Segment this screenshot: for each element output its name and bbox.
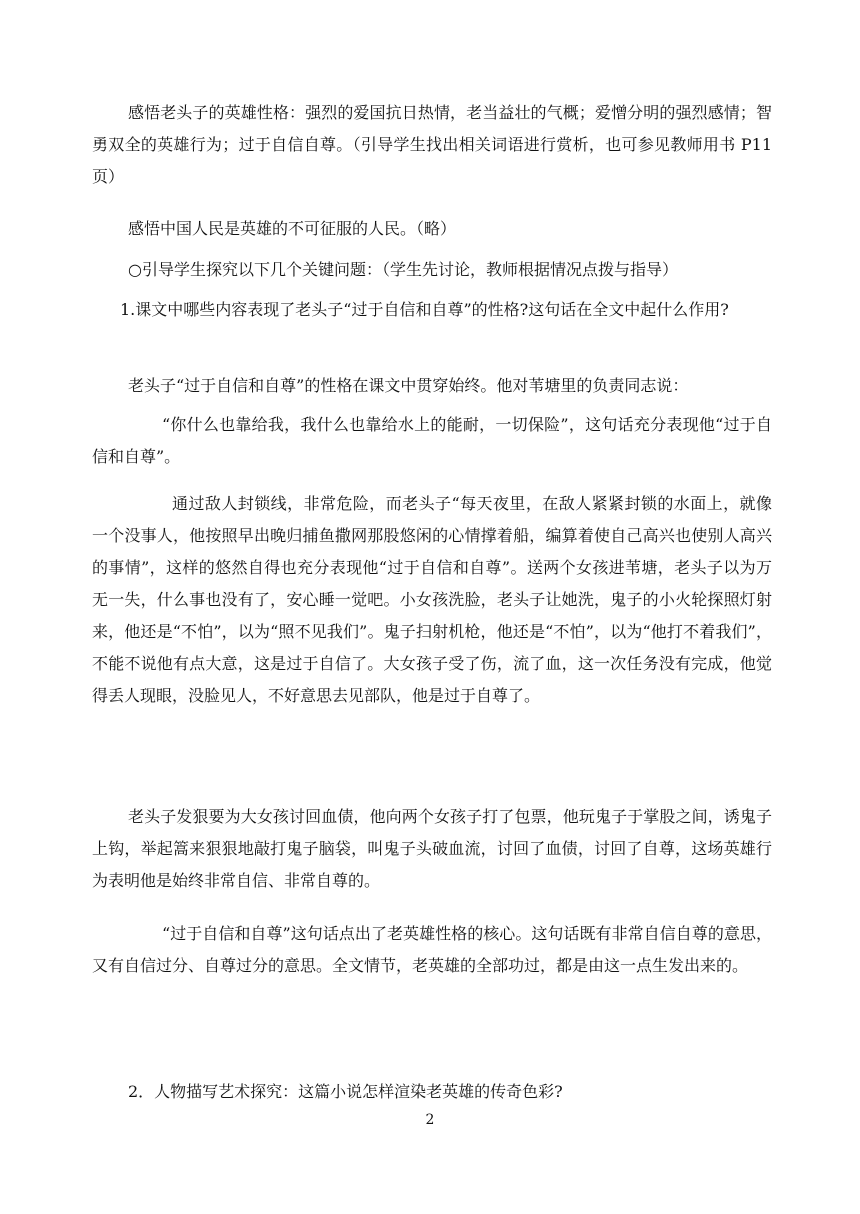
paragraph-quote-confidence: “你什么也靠给我，我什么也靠给水上的能耐，一切保险”，这句话充分表现他“过于自信和自尊”。 — [92, 415, 772, 466]
paragraph-chinese-people: 感悟中国人民是英雄的不可征服的人民。（略） — [128, 219, 457, 238]
paragraph-revenge-story: 老头子发狠要为大女孩讨回血债，他向两个女孩子打了包票，他玩鬼子于掌股之间，诱鬼子上钩，举起篙来狠狠地敲打鬼子脑袋，叫鬼子头破血流，讨回了血债，讨回了自尊，这场英雄行为表明他是始终非常自信、非常自尊的。 — [92, 807, 772, 890]
paragraph-answer-intro: 老头子“过于自信和自尊”的性格在课文中贯穿始终。他对苇塘里的负责同志说： — [128, 376, 689, 395]
question-one: 1.课文中哪些内容表现了老头子“过于自信和自尊”的性格?这句话在全文中起什么作用? — [120, 300, 729, 319]
paragraph-character-core: “过于自信和自尊”这句话点出了老英雄性格的核心。这句话既有非常自信自尊的意思，又有自信过分、自尊过分的意思。全文情节，老英雄的全部功过，都是由这一点生发出来的。 — [92, 924, 772, 975]
question-two: 2．人物描写艺术探究：这篇小说怎样渲染老英雄的传奇色彩? — [128, 1082, 563, 1101]
paragraph-blockade-story: 通过敌人封锁线，非常危险，而老头子“每天夜里，在敌人紧紧封锁的水面上，就像一个没事人，他按照早出晚归捕鱼撒网那股悠闲的心情撑着船，编算着使自己高兴也使别人高兴的事情”，这样的悠然自得也充分表现他“过于自信和自尊”。送两个女孩进苇塘，老头子以为万无一失，什么事也没有了，安心睡一觉吧。小女孩洗脸，老头子让她洗，鬼子的小火轮探照灯射来，他还是“不怕”，以为“照不见我们”。鬼子扫射机枪，他还是“不怕”，以为“他打不着我们”，不能不说他有点大意，这是过于自信了。大女孩子受了伤，流了血，这一次任务没有完成，他觉得丢人现眼，没脸见人，不好意思去见部队，他是过于自尊了。 — [92, 494, 772, 705]
page-number: 2 — [425, 1112, 435, 1128]
paragraph-guide-questions: ○引导学生探究以下几个关键问题：（学生先讨论，教师根据情况点拨与指导） — [128, 260, 678, 279]
paragraph-hero-character: 感悟老头子的英雄性格：强烈的爱国抗日热情，老当益壮的气概；爱憎分明的强烈感情；智勇双全的英雄行为；过于自信自尊。（引导学生找出相关词语进行赏析，也可参见教师用书 P11 页） — [92, 103, 772, 186]
